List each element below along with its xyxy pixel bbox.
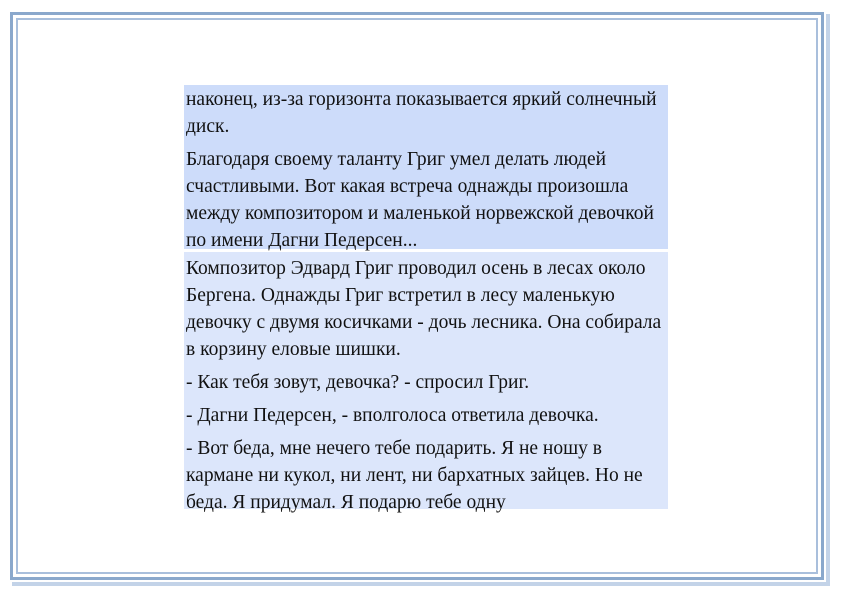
text-block-bottom (184, 252, 668, 513)
paragraph: Композитор Эдвард Григ проводил осень в лесах около Бергена. Однажды Григ встретил в лесу маленькую девочку с двумя косичками - дочь лесника. Она собирала в корзину еловые шишки. (186, 258, 662, 360)
paragraph: Благодаря своему таланту Григ умел делать людей счастливыми. Вот какая встреча однажды произошла между композитором и маленькой норвежской девочкой по имени Дагни Педерсен... (186, 149, 654, 251)
frame-shadow-right (826, 14, 830, 584)
paragraph: наконец, из-за горизонта показывается яркий солнечный диск. (186, 89, 657, 137)
frame-shadow-bottom (12, 582, 830, 586)
text-block-top (184, 85, 668, 249)
paragraph: - Как тебя зовут, девочка? - спросил Григ. (186, 372, 530, 393)
paragraph: - Вот беда, мне нечего тебе подарить. Я не ношу в кармане ни кукол, ни лент, ни бархатных зайцев. Но не беда. Я придумал. Я подарю тебе одну (186, 438, 643, 513)
paragraph: - Дагни Педерсен, - вполголоса ответила девочка. (186, 405, 599, 426)
